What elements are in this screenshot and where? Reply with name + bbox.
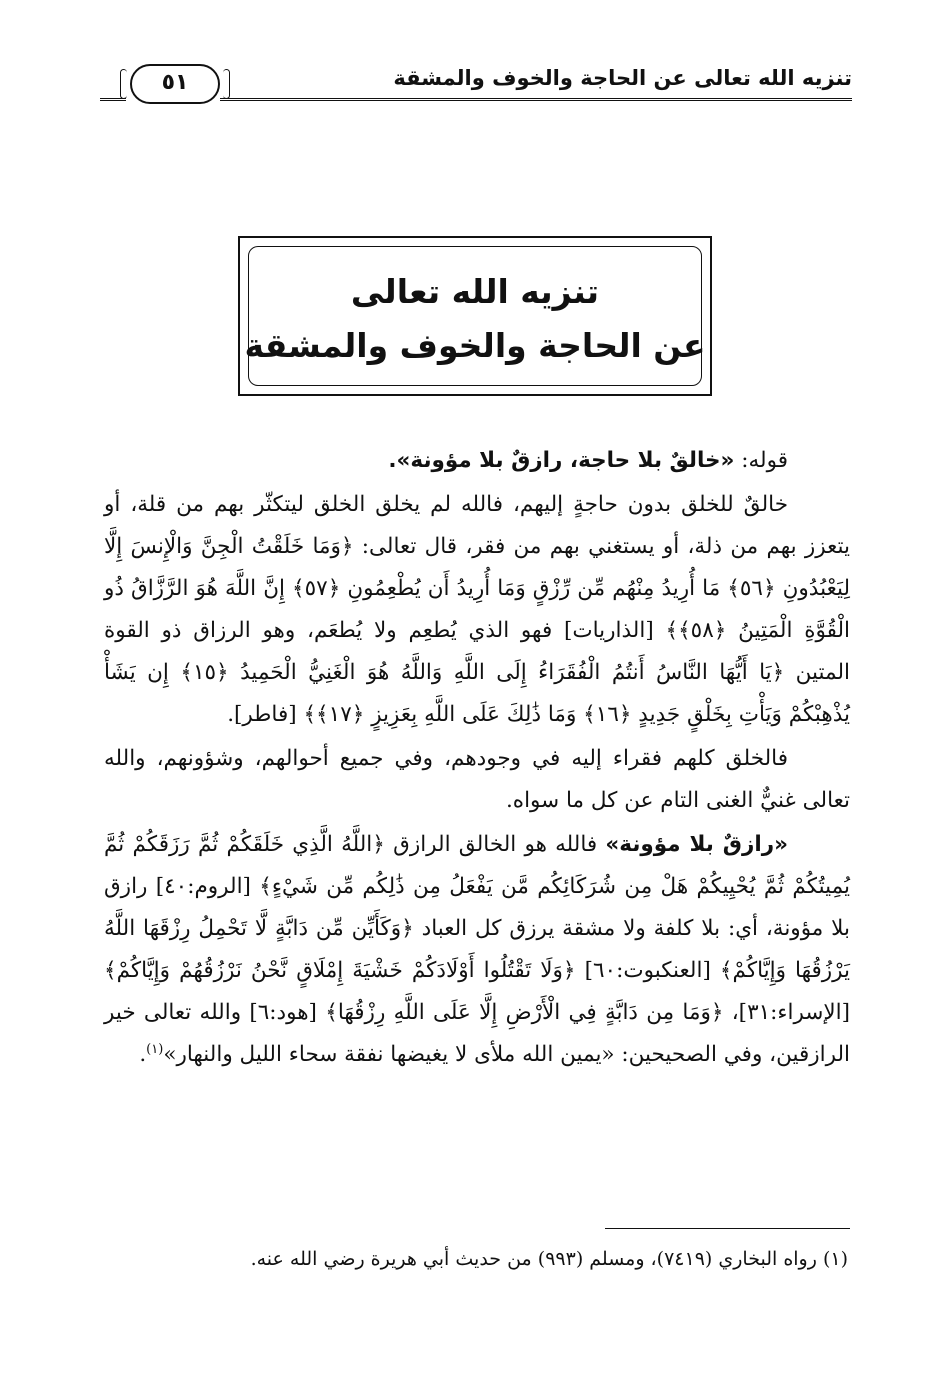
quran-verse-dhariyat: ﴿وَمَا خَلَقْتُ الْجِنَّ وَالْإِنسَ إِلَّا لِيَعْبُدُونِ ﴿٥٦﴾ مَا أُرِيدُ مِنْهُم مِّن رِّزْقٍ وَمَا أُرِيدُ أَن يُطْعِمُونِ ﴿٥٧﴾ إِنَّ اللَّهَ هُوَ الرَّزَّاقُ ذُو الْقُوَّةِ الْمَتِينُ ﴿٥٨﴾﴾	[104, 534, 850, 643]
chapter-title-line2: عن الحاجة والخوف والمشقة	[244, 326, 706, 365]
p4-text-c: [العنكبوت:٦٠]	[575, 958, 720, 983]
p2-text-a: خالقٌ للخلق بدون حاجةٍ إليهم، فالله لم يخلق الخلق ليتكثّر بهم من قلة، أو يتعزز بهم من ذلة، أو يستغني بهم من فقر، قال تعالى:	[104, 492, 851, 559]
chapter-title-line1: تنزيه الله تعالى	[350, 272, 600, 311]
p2-text-c: [فاطر].	[227, 702, 304, 727]
paragraph-2	[104, 484, 850, 736]
footnote-rule	[605, 1228, 850, 1229]
page-number: ٥١	[130, 64, 220, 104]
paragraph-1	[104, 440, 850, 482]
p4-text-a: فالله هو الخالق الرازق	[384, 832, 606, 857]
quran-verse-hud: ﴿وَمَا مِن دَابَّةٍ فِي الْأَرْضِ إِلَّا عَلَى اللَّهِ رِزْقُهَا﴾	[325, 1000, 724, 1025]
body-text	[104, 440, 850, 1078]
quran-verse-rum: ﴿اللَّهُ الَّذِي خَلَقَكُمْ ثُمَّ رَزَقَكُمْ ثُمَّ يُمِيتُكُمْ ثُمَّ يُحْيِيكُمْ هَلْ مِن شُرَكَائِكُم مَّن يَفْعَلُ مِن ذَٰلِكُم مِّن شَيْءٍ﴾	[104, 832, 850, 899]
p4-text-e: [هود:٦] والله تعالى خير الرازقين، وفي الصحيحين: «يمين الله ملأى لا يغيضها نفقة سحاء الليل والنهار»	[104, 1000, 850, 1067]
running-header	[100, 56, 852, 106]
p2-text-b: [الذاريات] فهو الذي يُطعِم ولا يُطعَم، وهو الرزاق ذو القوة المتين	[104, 618, 850, 685]
p4-quote: «رازقٌ بلا مؤونة»	[605, 832, 788, 857]
p4-end: .	[139, 1042, 147, 1067]
paragraph-3: فالخلق كلهم فقراء إليه في وجودهم، وفي جميع أحوالهم، وشؤونهم، والله تعالى غنيٌّ الغنى التام عن كل ما سواه.	[104, 746, 850, 813]
quran-verse-fatir: ﴿يَا أَيُّهَا النَّاسُ أَنتُمُ الْفُقَرَاءُ إِلَى اللَّهِ وَاللَّهُ هُوَ الْغَنِيُّ الْحَمِيدُ ﴿١٥﴾ إِن يَشَأْ يُذْهِبْكُمْ وَيَأْتِ بِخَلْقٍ جَدِيدٍ ﴿١٦﴾ وَمَا ذَٰلِكَ عَلَى اللَّهِ بِعَزِيزٍ ﴿١٧﴾﴾	[104, 660, 850, 727]
p1-lead: قوله:	[734, 448, 788, 473]
quran-verse-isra: ﴿وَلَا تَقْتُلُوا أَوْلَادَكُمْ خَشْيَةَ إِمْلَاقٍ نَّحْنُ نَرْزُقُهُمْ وَإِيَّاكُمْ﴾	[104, 958, 576, 983]
header-rule	[220, 98, 852, 101]
chapter-title-frame	[248, 246, 702, 386]
footnote-ref[interactable]: (١)	[146, 1041, 164, 1057]
p1-quote: «خالقٌ بلا حاجة، رازقٌ بلا مؤونة».	[388, 448, 735, 473]
paragraph-4	[104, 824, 850, 1076]
footnote-1: (١) رواه البخاري (٧٤١٩)، ومسلم (٩٩٣) من حديث أبي هريرة رضي الله عنه.	[250, 1248, 848, 1270]
p4-text-d: [الإسراء:٣١]،	[723, 1000, 850, 1025]
quran-verse-ankabut: ﴿وَكَأَيِّن مِّن دَابَّةٍ لَّا تَحْمِلُ رِزْقَهَا اللَّهُ يَرْزُقُهَا وَإِيَّاكُمْ﴾	[104, 916, 850, 983]
p4-text-b: [الروم:٤٠] رازق بلا مؤونة، أي: بلا كلفة ولا مشقة يرزق كل العباد	[104, 874, 850, 941]
chapter-title-box	[238, 236, 712, 396]
running-title: تنزيه الله تعالى عن الحاجة والخوف والمشقة	[393, 66, 852, 90]
